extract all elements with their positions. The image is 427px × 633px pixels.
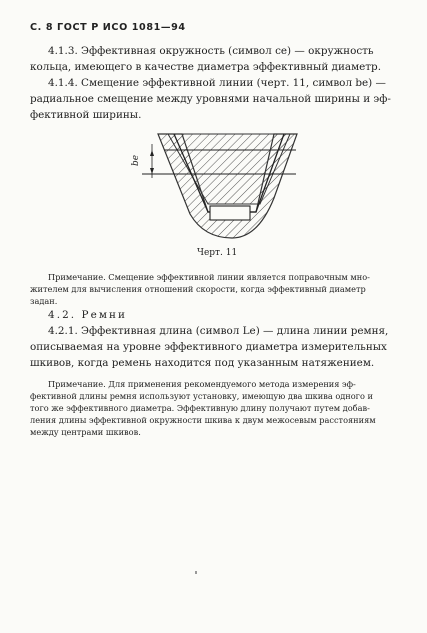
note-1-line-3: задан. bbox=[30, 296, 58, 306]
para-4-2-1-line-2: описываемая на уровне эффективного диаметра измерительных bbox=[30, 341, 387, 353]
para-4-1-3-line-1: 4.1.3. Эффективная окружность (символ ce) — окружность bbox=[48, 45, 374, 57]
para-4-1-3-line-2: кольца, имеющего в качестве диаметра эффективный диаметр. bbox=[30, 61, 382, 73]
para-4-1-4-line-2: радиальное смещение между уровнями начальной ширины и эф- bbox=[30, 93, 391, 105]
para-4-2-1-line-3: шкивов, когда ремень находится под указанным натяжением. bbox=[30, 357, 375, 369]
note-1-line-1: Примечание. Смещение эффективной линии является поправочным мно- bbox=[48, 272, 370, 282]
figure-caption: Черт. 11 bbox=[197, 248, 238, 258]
dim-label: be bbox=[131, 154, 141, 166]
para-4-1-4-line-1: 4.1.4. Смещение эффективной линии (черт. 11, символ be) — bbox=[48, 77, 386, 89]
para-4-1-4-line-3: фективной ширины. bbox=[30, 109, 142, 121]
note-2-line-3: того же эффективного диаметра. Эффективную длину получают путем добав- bbox=[30, 403, 370, 413]
section-4-2-title: 4.2. Ремни bbox=[48, 309, 128, 321]
note-2-line-5: между центрами шкивов. bbox=[30, 427, 141, 437]
scan-artifact bbox=[195, 571, 197, 574]
page-header: С. 8 ГОСТ Р ИСО 1081—94 bbox=[30, 22, 186, 33]
figure-pulley-groove bbox=[124, 126, 298, 246]
note-1-line-2: жителем для вычисления отношений скорости, когда эффективный диаметр bbox=[30, 284, 366, 294]
note-2-line-4: ления длины эффективной окружности шкива к двум межосевым расстояниям bbox=[30, 415, 376, 425]
note-2-line-2: фективной длины ремня используют установку, имеющую два шкива одного и bbox=[30, 391, 373, 401]
para-4-2-1-line-1: 4.2.1. Эффективная длина (символ Le) — длина линии ремня, bbox=[48, 325, 389, 337]
note-2-line-1: Примечание. Для применения рекомендуемого метода измерения эф- bbox=[48, 379, 356, 389]
